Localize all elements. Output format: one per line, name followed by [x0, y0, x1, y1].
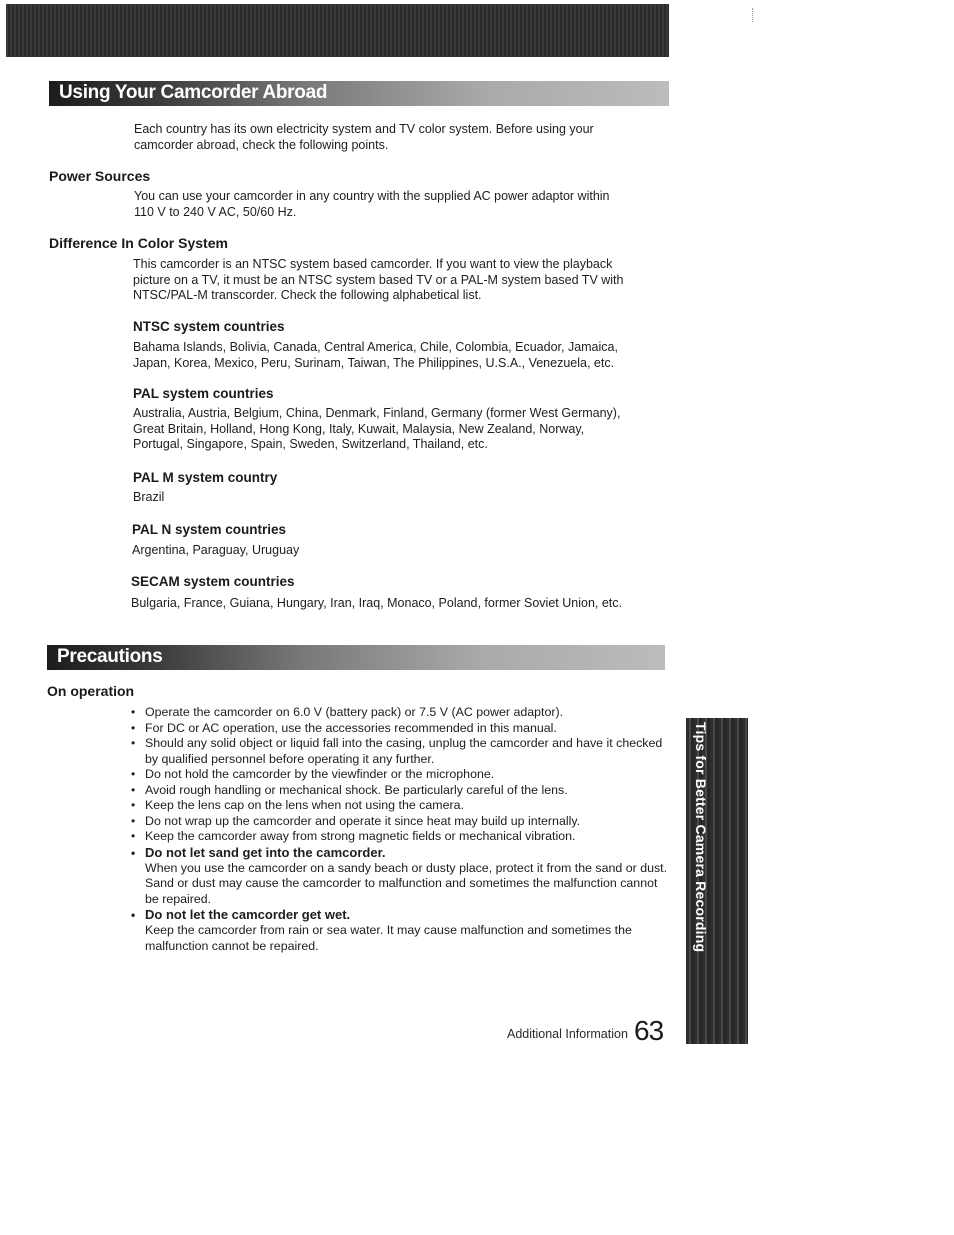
list-item: • Avoid rough handling or mechanical shock. Be particularly careful of the lens.	[131, 783, 671, 799]
pal-countries: Australia, Austria, Belgium, China, Denmark, Finland, Germany (former West Germany), Great Britain, Holland, Hong Kong, Italy, Kuwait, Malaysia, New Zealand, Norway, Portugal, Singapore, Spain, Sweden, Switzerland, Thailand, etc.	[133, 406, 621, 452]
secam-heading: SECAM system countries	[131, 574, 295, 589]
pal-m-countries: Brazil	[133, 490, 165, 504]
wet-warning-heading: Do not let the camcorder get wet.	[145, 907, 351, 922]
list-item: • Do not hold the camcorder by the viewfinder or the microphone.	[131, 767, 671, 783]
on-operation-heading: On operation	[47, 683, 135, 699]
ntsc-heading: NTSC system countries	[133, 319, 285, 334]
sand-warning-item	[131, 845, 671, 908]
chapter-tab-label: Tips for Better Camera Recording	[693, 722, 709, 953]
sand-warning-text: When you use the camcorder on a sandy beach or dusty place, protect it from the sand or dust. Sand or dust may cause the camcorder to malfunction and sometimes the malfunction cannot be repaired.	[145, 860, 668, 906]
edge-mark	[752, 8, 754, 22]
pal-n-heading: PAL N system countries	[132, 522, 287, 537]
list-item: • For DC or AC operation, use the accessories recommended in this manual.	[131, 721, 671, 737]
section-title-precautions: Precautions	[57, 646, 163, 667]
power-sources-text: You can use your camcorder in any country with the supplied AC power adaptor within 110 V to 240 V AC, 50/60 Hz.	[134, 189, 610, 219]
pal-m-heading: PAL M system country	[133, 470, 278, 485]
pal-n-countries: Argentina, Paraguay, Uruguay	[132, 543, 300, 557]
section-bar-abroad	[49, 81, 669, 106]
list-item: • Operate the camcorder on 6.0 V (battery pack) or 7.5 V (AC power adaptor).	[131, 705, 671, 721]
list-item: • Do not wrap up the camcorder and operate it since heat may build up internally.	[131, 814, 671, 830]
footer-section-label: Additional Information	[507, 1027, 628, 1041]
wet-warning-item	[131, 907, 671, 954]
intro-paragraph: Each country has its own electricity system and TV color system. Before using your camcorder abroad, check the following points.	[134, 122, 594, 152]
page-number: 63	[634, 1015, 664, 1046]
precautions-list	[131, 705, 671, 954]
color-system-text: This camcorder is an NTSC system based camcorder. If you want to view the playback picture on a TV, it must be an NTSC system based TV or a PAL-M system based TV with NTSC/PAL-M transcorder. Check the following alphabetical list.	[133, 257, 624, 303]
color-system-heading: Difference In Color System	[49, 235, 228, 251]
wet-warning-text: Keep the camcorder from rain or sea water. It may cause malfunction and sometimes the malfunction cannot be repaired.	[145, 923, 632, 953]
list-item: • Keep the camcorder away from strong magnetic fields or mechanical vibration.	[131, 829, 671, 845]
power-sources-heading: Power Sources	[49, 168, 151, 184]
list-item: • Should any solid object or liquid fall into the casing, unplug the camcorder and have it checked by qualified personnel before operating it any further.	[131, 736, 671, 767]
section-title-abroad: Using Your Camcorder Abroad	[59, 82, 328, 103]
header-band	[6, 4, 669, 57]
pal-heading: PAL system countries	[133, 386, 274, 401]
list-item: • Keep the lens cap on the lens when not using the camera.	[131, 798, 671, 814]
ntsc-countries: Bahama Islands, Bolivia, Canada, Central America, Chile, Colombia, Ecuador, Jamaica, Japan, Korea, Mexico, Peru, Surinam, Taiwan, The Philippines, U.S.A., Venezuela, etc.	[133, 340, 618, 370]
sand-warning-heading: Do not let sand get into the camcorder.	[145, 844, 386, 860]
secam-countries: Bulgaria, France, Guiana, Hungary, Iran, Iraq, Monaco, Poland, former Soviet Union, etc.	[131, 596, 622, 610]
chapter-side-tab	[686, 718, 748, 1044]
section-bar-precautions	[47, 645, 665, 670]
